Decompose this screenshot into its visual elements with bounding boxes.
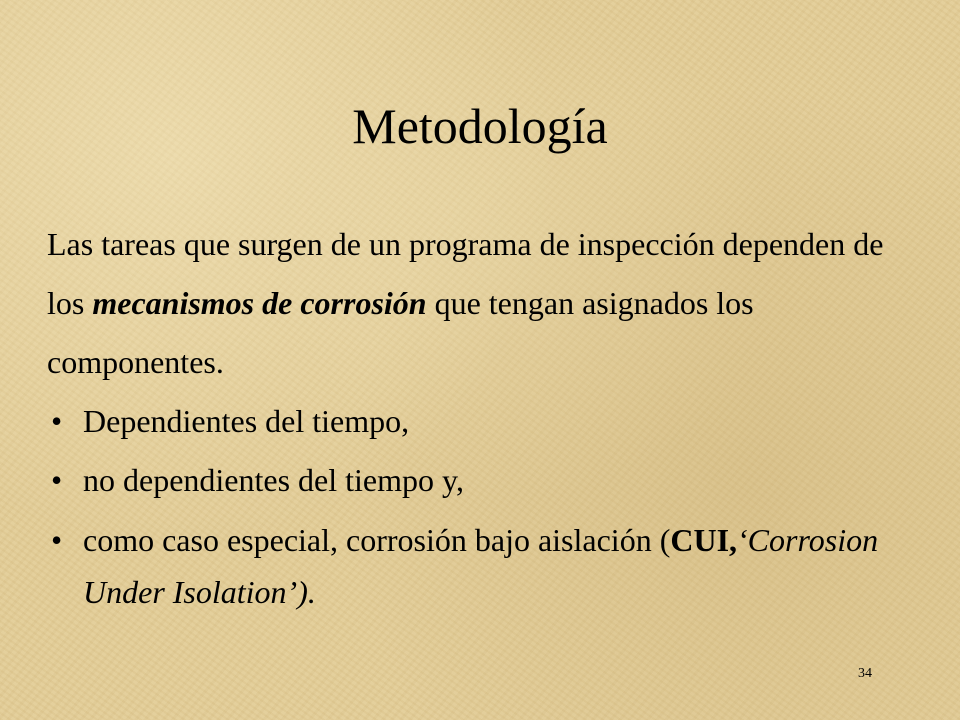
- slide-title: Metodología: [352, 98, 608, 154]
- page-number: 34: [858, 666, 872, 681]
- intro-text-1: Las tareas que surgen de un programa de inspección dependen de los: [47, 226, 884, 321]
- bullet-item-1: [47, 392, 927, 451]
- bullet-abbr: CUI,: [670, 522, 738, 558]
- intro-emphasis: mecanismos de corrosión: [92, 285, 427, 321]
- bullet-italic: ‘Corrosion Under Isolation’).: [83, 522, 879, 610]
- bullet-dot: •: [51, 522, 63, 558]
- bullet-text-1: Dependientes del tiempo,: [83, 403, 410, 439]
- slide-body: [47, 215, 927, 618]
- bullet-dot: •: [51, 403, 63, 439]
- bullet-item-3: [47, 514, 927, 618]
- bullet-text-2: no dependientes del tiempo y,: [83, 462, 464, 498]
- bullet-item-2: [47, 451, 927, 510]
- intro-text-2: que tengan asignados los componentes.: [47, 285, 754, 380]
- intro-paragraph: [47, 215, 927, 392]
- bullet-dot: •: [51, 462, 63, 498]
- bullet-text-3a: como caso especial, corrosión bajo aislación (: [83, 522, 671, 558]
